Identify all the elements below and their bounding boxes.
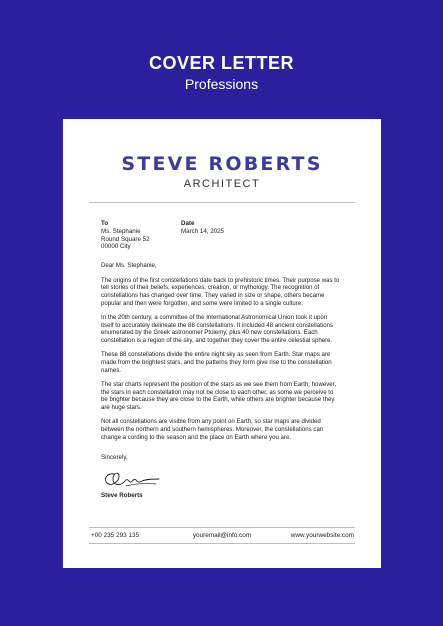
signer-name: Steve Roberts bbox=[101, 492, 143, 499]
recipient-block bbox=[101, 220, 181, 251]
date-label: Date bbox=[181, 220, 195, 227]
banner bbox=[0, 52, 443, 93]
date-block bbox=[181, 220, 261, 236]
applicant-role: ARCHITECT bbox=[183, 178, 261, 190]
footer-divider-top bbox=[89, 527, 355, 528]
footer-website[interactable]: www.yourwebsite.com bbox=[290, 532, 354, 539]
body-paragraph: Not all constellations are visible from any point on Earth, so star maps are divided between the northern and southern hemispheres. Moreover, the constellations can change a cording to the season and the place on Earth where you are. bbox=[101, 418, 324, 441]
body-paragraph: In the 20th century, a committee of the International Astronomical Union took it upon itself to accurately delineate the 88 constellations. It included 48 ancient constellations enumerated by the Greek astronomer Ptolemy, plus 40 new constellations. Each constellation is a region of the sky, and together they cover the entire celestial sphere. bbox=[101, 314, 334, 345]
applicant-name: STEVE ROBERTS bbox=[121, 153, 323, 175]
banner-title: COVER LETTER bbox=[148, 53, 294, 73]
header-divider bbox=[89, 202, 355, 203]
to-label: To bbox=[101, 220, 109, 227]
footer-email[interactable]: youremail@info.com bbox=[192, 532, 252, 539]
recipient-line: Ms. Stephanie bbox=[101, 227, 141, 235]
letter-page bbox=[63, 119, 381, 568]
footer-divider-bottom bbox=[89, 543, 355, 544]
footer-phone: +00 235 293 135 bbox=[91, 532, 140, 539]
body-paragraph: These 88 constellations divide the entire night sky as seen from Earth. Star maps are made from the brightest stars, and the patterns they form give rise to the constellation names. bbox=[101, 351, 332, 374]
recipient-line: 00000 City bbox=[101, 243, 131, 251]
recipient-line: Round Square 52 bbox=[101, 235, 150, 243]
letter-body bbox=[101, 262, 341, 448]
signature bbox=[101, 462, 161, 492]
body-paragraph: The origins of the first constellations date back to prehistoric times. Their purpose was to tell stories of their beliefs, experiences, creation, or mythology. The recognition of constellations has changed over time. They varied in size or shape, others became popular and then were forgotten, and some were limited to a single culture. bbox=[101, 276, 340, 307]
greeting: Dear Ms. Stephanie, bbox=[101, 262, 157, 269]
banner-subtitle: Professions bbox=[184, 76, 259, 92]
body-paragraph: The star charts represent the position of the stars as we see them from Earth; however, the stars in each constellation may not be close to each other, as some we perceive to be brighter because they are close to the Earth, while others are brighter because they are huge stars. bbox=[101, 380, 337, 412]
date-value: March 14, 2025 bbox=[181, 227, 224, 235]
closing: Sincerely, bbox=[101, 454, 128, 461]
